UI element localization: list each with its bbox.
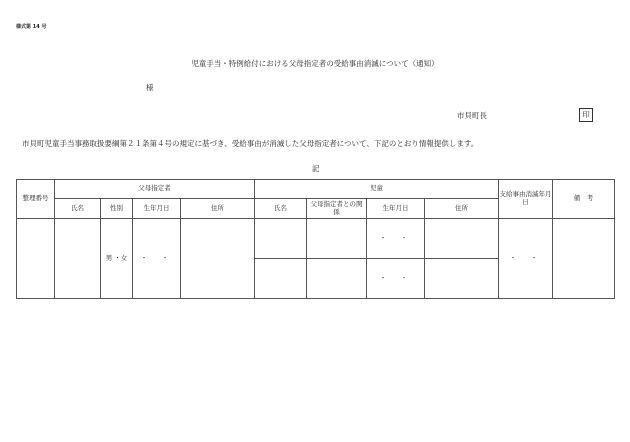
info-table <box>16 179 615 299</box>
cell-child-relation[interactable] <box>307 219 367 259</box>
cell-remarks[interactable] <box>553 219 615 299</box>
header-child-name: 氏名 <box>255 199 307 219</box>
seal-box: 印 <box>579 108 593 122</box>
cell-child-dob[interactable]: ・ ・ <box>367 259 425 299</box>
header-parent-sex: 性別 <box>101 199 133 219</box>
ki-heading: 記 <box>312 164 320 173</box>
header-child-relation: 父母指定者との関 係 <box>307 199 367 219</box>
cell-parent-address[interactable] <box>181 219 255 299</box>
document-title: 児童手当・特例給付における父母指定者の受給事由消滅について（通知） <box>191 59 439 68</box>
cell-child-address[interactable] <box>425 219 499 259</box>
cell-parent-dob[interactable]: ・ ・ <box>133 219 181 299</box>
cell-child-relation[interactable] <box>307 259 367 299</box>
cell-child-name[interactable] <box>255 259 307 299</box>
cell-child-dob[interactable]: ・ ・ <box>367 219 425 259</box>
header-reason-date: 支給事由消滅年月日 <box>499 180 553 219</box>
addressee-suffix: 様 <box>146 83 154 92</box>
header-parent-name: 氏名 <box>55 199 101 219</box>
header-parent-address: 住所 <box>181 199 255 219</box>
header-parent-dob: 生年月日 <box>133 199 181 219</box>
header-remarks: 備 考 <box>553 180 615 219</box>
cell-parent-name[interactable] <box>55 219 101 299</box>
cell-reason-date[interactable]: ・ ・ <box>499 219 553 299</box>
cell-seiri-number[interactable] <box>17 219 55 299</box>
cell-child-address[interactable] <box>425 259 499 299</box>
header-parent-group: 父母指定者 <box>55 180 255 199</box>
cell-child-name[interactable] <box>255 219 307 259</box>
header-child-address: 住所 <box>425 199 499 219</box>
form-number: 様式第 14 号 <box>16 24 47 30</box>
header-seiri-number: 整理番号 <box>17 180 55 219</box>
cell-parent-sex[interactable]: 男 ・女 <box>101 219 133 299</box>
header-child-group: 児童 <box>255 180 499 199</box>
body-text: 市貝町児童手当事務取扱要綱第２１条第４号の規定に基づき、受給事由が消滅した父母指定者について、下記のとおり情報提供します。 <box>22 139 479 148</box>
sender-name: 市貝町長 <box>457 111 487 120</box>
header-child-dob: 生年月日 <box>367 199 425 219</box>
